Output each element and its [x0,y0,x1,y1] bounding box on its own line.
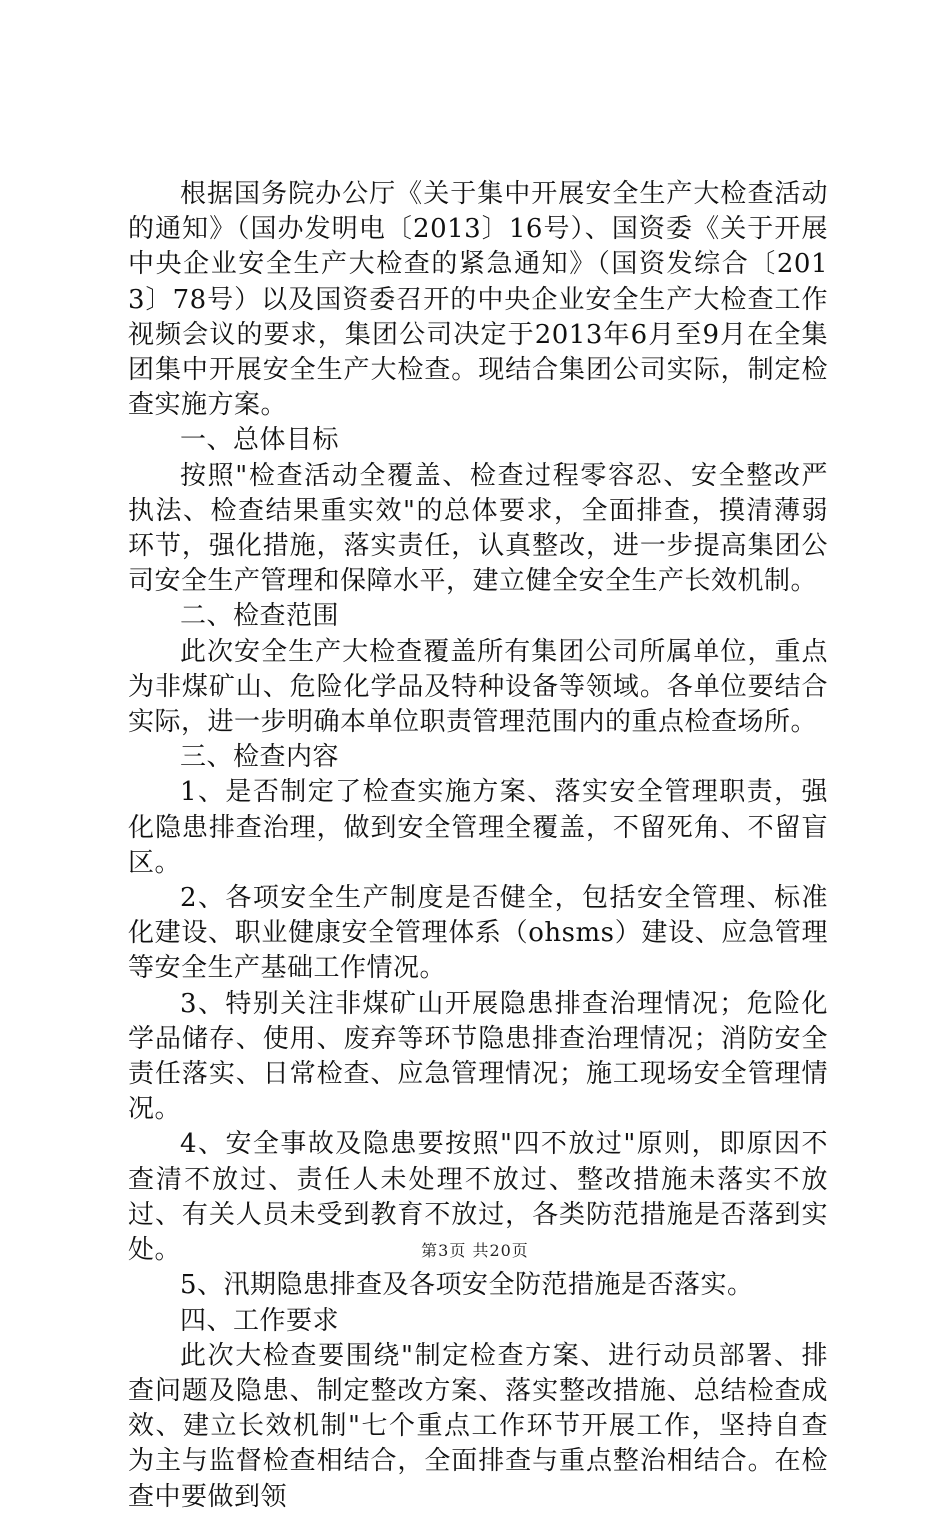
content-item-3: 3、特别关注非煤矿山开展隐患排查治理情况；危险化学品储存、使用、废弃等环节隐患排查治理情况；消防安全责任落实、日常检查、应急管理情况；施工现场安全管理情况。 [128,988,828,1125]
overall-goal-paragraph: 按照"检查活动全覆盖、检查过程零容忍、安全整改严执法、检查结果重实效"的总体要求，全面排查，摸清薄弱环节，强化措施，落实责任，认真整改，进一步提高集团公司安全生产管理和保障水平，建立健全安全生产长效机制。 [128,460,828,597]
content-item-5: 5、汛期隐患排查及各项安全防范措施是否落实。 [180,1270,754,1301]
scope-paragraph: 此次安全生产大检查覆盖所有集团公司所属单位，重点为非煤矿山、危险化学品及特种设备等领域。各单位要结合实际，进一步明确本单位职责管理范围内的重点检查场所。 [128,636,828,738]
page-number-footer: 第3页 共20页 [421,1241,529,1260]
section-heading-requirements: 四、工作要求 [180,1305,340,1336]
content-item-2: 2、各项安全生产制度是否健全，包括安全管理、标准化建设、职业健康安全管理体系（ohsms）建设、应急管理等安全生产基础工作情况。 [128,883,828,984]
section-heading-content: 三、检查内容 [180,742,340,773]
content-item-4: 4、安全事故及隐患要按照"四不放过"原则，即原因不查清不放过、责任人未处理不放过、整改措施未落实不放过、有关人员未受到教育不放过，各类防范措施是否落到实处。 [128,1129,828,1266]
content-item-1: 1、是否制定了检查实施方案、落实安全管理职责，强化隐患排查治理，做到安全管理全覆盖，不留死角、不留盲区。 [128,777,828,878]
requirements-paragraph: 此次大检查要围绕"制定检查方案、进行动员部署、排查问题及隐患、制定整改方案、落实整改措施、总结检查成效、建立长效机制"七个重点工作环节开展工作，坚持自查为主与监督检查相结合，全面排查与重点整治相结合。在检查中要做到领 [128,1340,828,1512]
document-body [128,177,828,1515]
section-heading-overall-goal: 一、总体目标 [180,425,340,456]
intro-paragraph: 根据国务院办公厅《关于集中开展安全生产大检查活动的通知》（国办发明电〔2013〕16号）、国资委《关于开展中央企业安全生产大检查的紧急通知》（国资发综合〔2013〕78号）以及国资委召开的中央企业安全生产大检查工作视频会议的要求，集团公司决定于2013年6月至9月在全集团集中开展安全生产大检查。现结合集团公司实际，制定检查实施方案。 [128,179,828,421]
section-heading-scope: 二、检查范围 [180,601,340,632]
